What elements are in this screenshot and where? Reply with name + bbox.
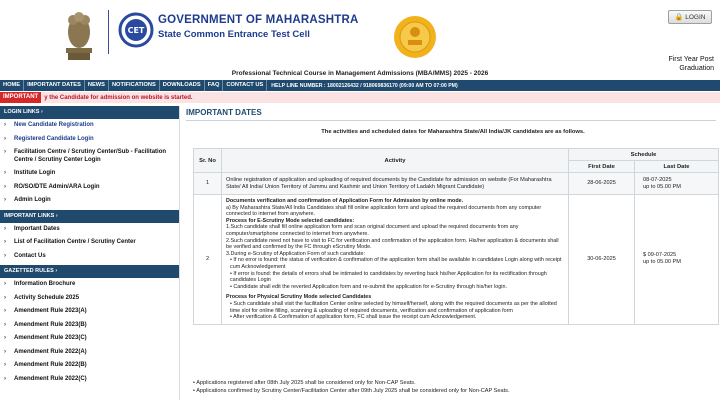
activity-line: • If no error is found: the status of verification & confirmation of the application form shall be available in candidates Login along with receipt cum Acknowledgement xyxy=(230,257,562,270)
nav-contact-us[interactable]: CONTACT US xyxy=(223,80,267,91)
activity-line: Documents verification and confirmation of Application Form for Admission by online mode. xyxy=(226,198,464,204)
intro-text: The activities and scheduled dates for Maharashtra State/All India/JK candidates are as follows. xyxy=(321,129,585,135)
national-emblem-icon xyxy=(62,8,96,64)
sidebar-item-registered-login[interactable]: › Registered Candidate Login xyxy=(4,135,94,142)
chevron-right-icon: › xyxy=(4,362,6,368)
table-row xyxy=(194,195,719,325)
login-button[interactable] xyxy=(668,10,712,24)
chevron-right-icon: › xyxy=(4,348,6,355)
chevron-right-icon: › xyxy=(4,321,6,328)
gazetted-rules-heading: GAZETTED RULES › xyxy=(0,265,179,278)
nav-faq[interactable]: FAQ xyxy=(205,80,224,91)
important-links-heading: IMPORTANT LINKS › xyxy=(0,210,179,223)
row-last-date-value: 08-07-2025 xyxy=(643,176,672,183)
nav-home[interactable]: HOME xyxy=(0,80,24,91)
sidebar-item-institute-login[interactable]: › Institute Login xyxy=(4,170,56,176)
sidebar-item-activity-schedule[interactable]: › Activity Schedule 2025 xyxy=(4,294,80,301)
nav-notifications[interactable]: NOTIFICATIONS xyxy=(109,80,160,91)
sidebar-item-ro-login[interactable]: › RO/SO/DTE Admin/ARA Login xyxy=(4,183,100,190)
chevron-right-icon: › xyxy=(4,225,6,232)
note-line: • Applications confirmed by Scrutiny Center/Facilitation Center after 09th July 2025 shall be considered only for Non-CAP Seats. xyxy=(193,387,510,394)
site-header xyxy=(0,0,720,80)
row-activity xyxy=(222,195,569,325)
activity-line: • Such candidate shall visit the facilitation Center online selected by himself/herself, along with the required documents as per the allotted time slot for online filling, scanning & uploading of required documents, verification and confirmation of application form xyxy=(230,300,557,314)
announcement-ticker xyxy=(0,92,720,103)
header-divider xyxy=(108,10,109,54)
sidebar-item-important-dates[interactable]: › Important Dates xyxy=(4,225,60,232)
chevron-right-icon: › xyxy=(4,122,6,128)
cell-title: State Common Entrance Test Cell xyxy=(158,29,310,40)
sidebar xyxy=(0,106,180,400)
chevron-right-icon: › xyxy=(4,135,6,142)
nav-important-dates[interactable]: IMPORTANT DATES xyxy=(24,80,85,91)
sidebar-item-amendment-2022a[interactable]: › Amendment Rule 2022(A) xyxy=(4,348,87,355)
activity-line: • Candidate shall edit the reverted Application form and re-submit the application for e-Scrutiny through his/her login. xyxy=(230,283,507,290)
ticker-text[interactable]: y the Candidate for admission on website is started. xyxy=(44,94,193,101)
activity-line: 1.Such candidate shall fill online application form and scan original document and upload the required documents from any computer/smartphone connected to internet from anywhere. xyxy=(226,224,519,237)
note-line: • Applications registered after 08th July 2025 shall be considered only for Non-CAP Seats. xyxy=(193,380,416,386)
chevron-right-icon: › xyxy=(4,149,6,155)
row-sr: 1 xyxy=(194,173,222,195)
nav-downloads[interactable]: DOWNLOADS xyxy=(160,80,205,91)
sidebar-item-new-registration[interactable]: › New Candidate Registration xyxy=(4,122,94,128)
maharashtra-seal-icon xyxy=(392,14,438,60)
course-title: Professional Technical Course in Management Admissions (MBA/MMS) 2025 - 2026 xyxy=(231,70,489,77)
row-last-date-value: $ 09-07-2025 xyxy=(643,252,677,259)
header-activity: Activity xyxy=(222,149,569,173)
svg-text:CET: CET xyxy=(127,26,145,35)
sidebar-item-contact-us[interactable]: › Contact Us xyxy=(4,252,46,259)
sidebar-item-brochure[interactable]: › Information Brochure xyxy=(4,281,76,287)
title-divider xyxy=(186,120,716,121)
main-nav xyxy=(0,80,720,91)
activity-line: Process for Physical Scrutiny Mode selected Candidates xyxy=(226,294,372,301)
page-title: IMPORTANT DATES xyxy=(186,108,262,117)
activity-line: 2.Such candidate need not have to visit to FC for verification and confirmation of the application form. His/her application & documents shall be verified and confirmed by the FC through eScrutiny Mode. xyxy=(226,237,559,251)
row-last-date xyxy=(635,173,719,195)
header-last-date: Last Date xyxy=(635,161,719,173)
row-last-date-time: up to 05.00 PM xyxy=(643,259,681,266)
row-last-date-time: up to 05.00 PM xyxy=(643,183,681,190)
year-text-line2: Graduation xyxy=(679,65,714,72)
header-sr: Sr. No xyxy=(194,149,222,173)
main-content xyxy=(186,106,720,400)
header-schedule: Schedule xyxy=(569,149,719,161)
sidebar-item-admin-login[interactable]: › Admin Login xyxy=(4,197,51,203)
chevron-right-icon: › xyxy=(4,308,6,314)
table-row xyxy=(194,173,719,195)
government-title: GOVERNMENT OF MAHARASHTRA xyxy=(158,14,359,26)
chevron-right-icon: › xyxy=(4,239,6,245)
chevron-right-icon: › xyxy=(4,252,6,259)
chevron-right-icon: › xyxy=(4,335,6,341)
row-sr: 2 xyxy=(194,195,222,325)
header-first-date: First Date xyxy=(569,161,635,173)
sidebar-item-fc-list[interactable]: › List of Facilitation Centre / Scrutiny Center xyxy=(4,239,136,245)
sidebar-item-fc-login[interactable]: › Facilitation Centre / Scrutiny Center/Sub - Facilitation Centre / Scrutiny Center Login xyxy=(4,149,167,163)
chevron-right-icon: › xyxy=(4,294,6,301)
sidebar-item-amendment-2023a[interactable]: › Amendment Rule 2023(A) xyxy=(4,308,87,314)
year-text-line1: First Year Post xyxy=(668,56,714,63)
activity-line: 3.During e-Scrutiny of Application Form of such candidate: xyxy=(226,250,366,257)
chevron-right-icon: › xyxy=(4,375,6,382)
notes xyxy=(193,380,719,395)
activity-line: • After verification & Confirmation of application form, FC shall issue the receipt cum Acknowledgement. xyxy=(230,314,477,321)
row-activity: Online registration of application and uploading of required documents by the Candidate for admission on website (For Maharashtra State/ All India/ Union Territory of Jammu and Kashmir and Union Territory of Ladakh Migrant Candidate) xyxy=(222,173,569,195)
sidebar-item-amendment-2022b[interactable]: › Amendment Rule 2022(B) xyxy=(4,362,87,368)
activity-line: Process for E-Scrutiny Mode selected candidates: xyxy=(226,217,355,224)
chevron-right-icon: › xyxy=(4,170,6,176)
sidebar-item-amendment-2022c[interactable]: › Amendment Rule 2022(C) xyxy=(4,375,87,382)
lock-icon: 🔒 xyxy=(674,14,684,21)
activity-line: a) By Maharashtra State/All India Candidates shall fill online application form and upload the required documents from any computer connected to internet from anywhere. xyxy=(226,204,542,218)
chevron-right-icon: › xyxy=(4,281,6,287)
login-links-heading: LOGIN LINKS › xyxy=(0,106,179,119)
helpline-number: HELP LINE NUMBER : 18002126432 / 918069836170 (09:00 AM TO 07:00 PM) xyxy=(271,82,458,89)
activity-line: • If error is found: the details of errors shall be intimated to candidates by reverting back his/her Application for its rectification through candidates Login xyxy=(230,270,547,284)
cet-cell-logo-icon xyxy=(118,12,154,48)
chevron-right-icon: › xyxy=(4,197,6,203)
nav-news[interactable]: NEWS xyxy=(85,80,109,91)
sidebar-item-amendment-2023b[interactable]: › Amendment Rule 2023(B) xyxy=(4,321,87,328)
row-first-date: 28-06-2025 xyxy=(569,173,635,195)
ticker-label: IMPORTANT xyxy=(0,92,41,103)
row-first-date: 30-06-2025 xyxy=(569,195,635,325)
important-dates-table xyxy=(193,148,719,325)
login-button-label: LOGIN xyxy=(685,13,706,21)
sidebar-item-amendment-2023c[interactable]: › Amendment Rule 2023(C) xyxy=(4,335,87,341)
chevron-right-icon: › xyxy=(4,183,6,190)
row-last-date xyxy=(635,195,719,325)
